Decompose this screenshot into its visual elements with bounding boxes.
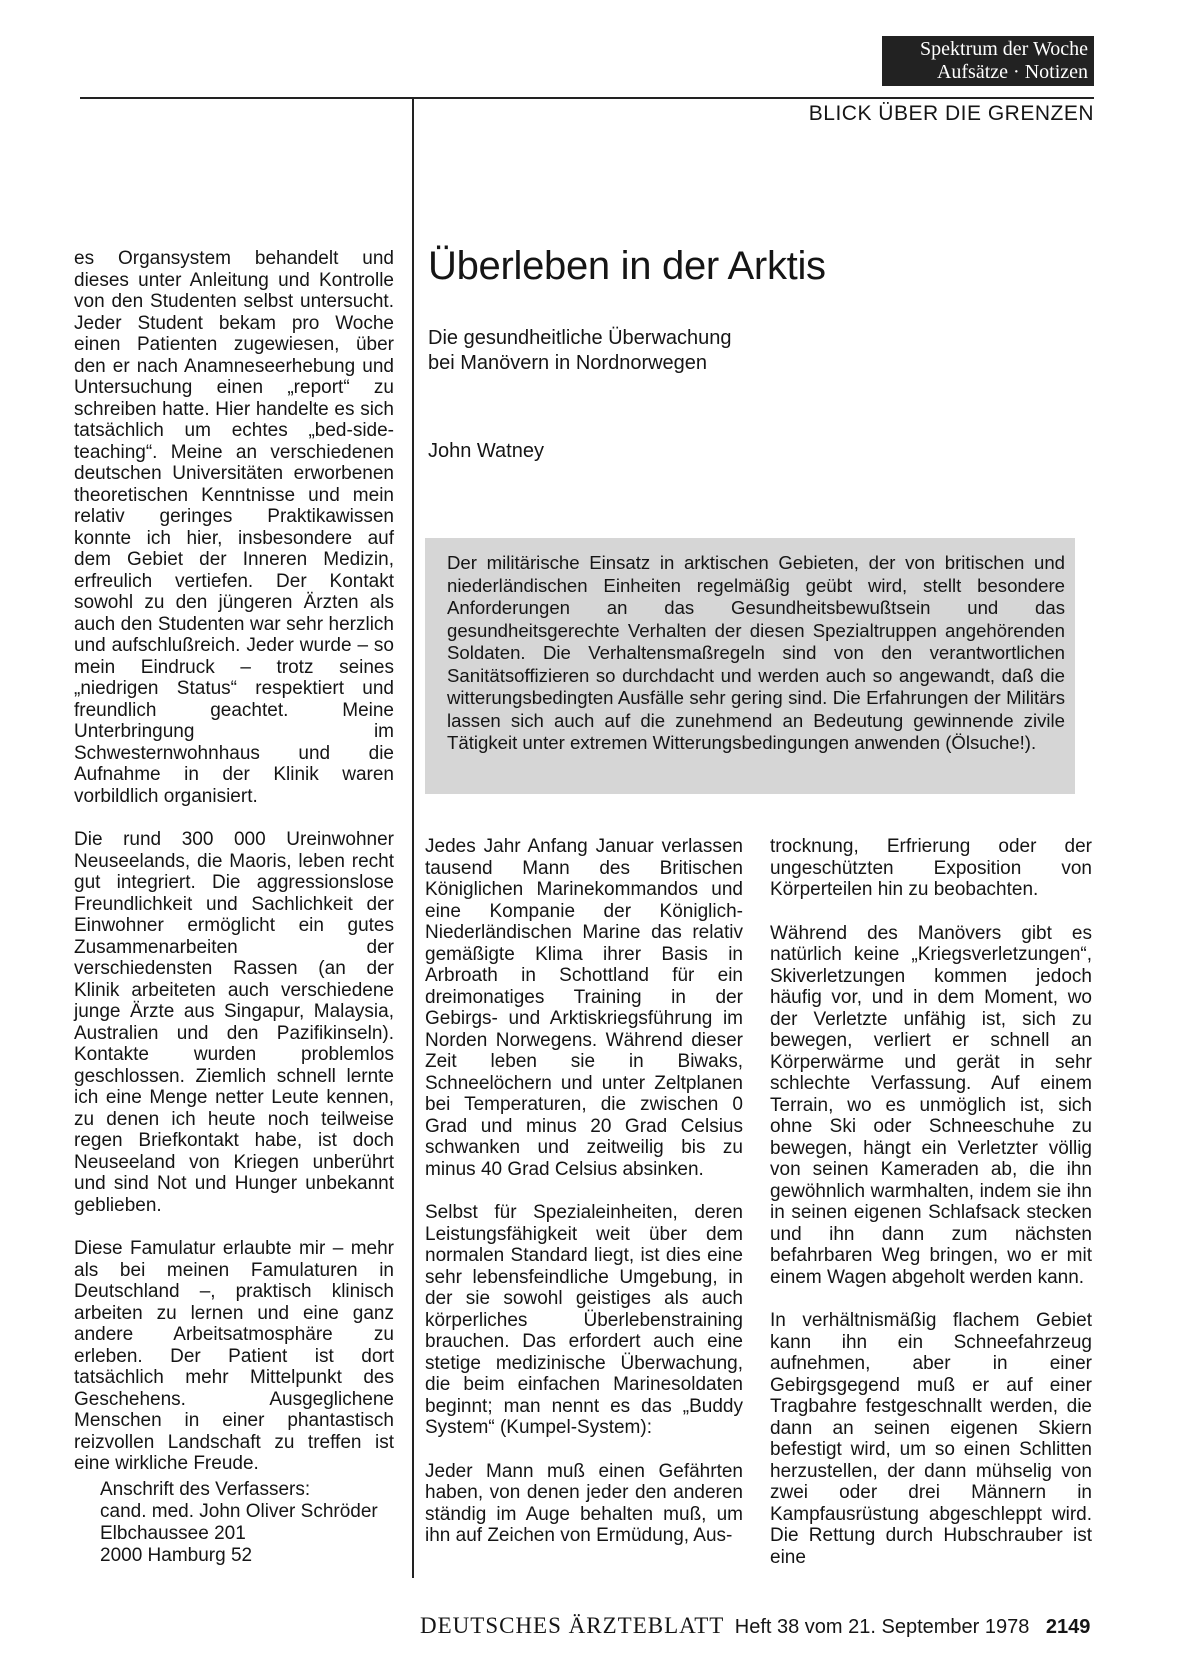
author-address <box>100 1479 378 1567</box>
paragraph: trocknung, Erfrierung oder der ungeschützten Exposition von Körperteilen hin zu beobachten. <box>770 836 1092 900</box>
paragraph: In verhältnismäßig flachem Gebiet kann ihn ein Schneefahrzeug aufnehmen, aber in einer Gebirgsgegend muß er auf einer Tragbahre festgeschnallt werden, die dann an seinen eigenen Skiern befestigt wird, um so einen Schlitten herzustellen, der dann mühselig von zwei oder drei Männern in Kampfausrüstung abgeschleppt wird. Die Rettung durch Hubschrauber ist eine <box>770 1310 1092 1568</box>
article-author: John Watney <box>428 440 544 462</box>
journal-name: DEUTSCHES ÄRZTEBLATT <box>420 1613 725 1638</box>
paragraph: Die rund 300 000 Ureinwohner Neuseelands, die Maoris, leben recht gut integriert. Die aggressionslose Freundlichkeit und Sachlichkeit der Einwohner ermöglicht ein gutes Zusammenarbeiten der verschiedensten Rassen (an der Klinik arbeiteten auch verschiedene junge Ärzte aus Singapur, Malaysia, Australien und den Pazifikinseln). Kontakte wurden problemlos geschlossen. Ziemlich schnell lernte ich eine Menge netter Leute kennen, zu denen ich heute noch teilweise regen Briefkontakt habe, ist doch Neuseeland von Kriegen unberührt und sind Not und Hunger unbekannt geblieben. <box>74 829 394 1216</box>
section-heading: BLICK ÜBER DIE GRENZEN <box>808 102 1094 125</box>
issue-info: Heft 38 vom 21. September 1978 <box>734 1616 1030 1638</box>
badge-line-1: Spektrum der Woche <box>920 38 1088 60</box>
address-street: Elbchaussee 201 <box>100 1523 246 1544</box>
section-badge <box>882 36 1094 86</box>
paragraph: Selbst für Spezialeinheiten, deren Leistungsfähigkeit weit über dem normalen Standard liegt, ist dies eine sehr lebensfeindliche Umgebung, in der sie sowohl geistiges als auch körperliches Überlebenstraining brauchen. Das erfordert auch eine stetige medizinische Überwachung, die beim einfachen Marinesoldaten beginnt; man nennt es das „Buddy System“ (Kumpel-System): <box>425 1202 743 1438</box>
paragraph: Während des Manövers gibt es natürlich keine „Kriegsverletzungen“, Skiverletzungen kommen jedoch häufig vor, und in dem Moment, wo der Verletzte unfähig ist, sich zu bewegen, verliert er schnell an Körperwärme und gerät in sehr schlechte Verfassung. Auf einem Terrain, wo es unmöglich ist, sich ohne Ski oder Schneeschuhe zu bewegen, hängt ein Verletzter völlig von seinen Kameraden ab, die ihn gewöhnlich warmhalten, indem sie ihn in seinen eigenen Schlafsack stecken und ihn dann zum nächsten befahrbaren Weg bringen, wo er mit einem Wagen abgeholt werden kann. <box>770 922 1092 1288</box>
article-title: Überleben in der Arktis <box>428 244 826 288</box>
paragraph: Diese Famulatur erlaubte mir – mehr als bei meinen Famulaturen in Deutschland –, praktisch klinisch arbeiten zu lernen und eine ganz andere Arbeitsatmosphäre zu erleben. Der Patient ist dort tatsächlich mehr Mittelpunkt des Geschehens. Ausgeglichene Menschen in einer phantastisch reizvollen Landschaft zu treffen ist eine wirkliche Freude. <box>74 1238 394 1474</box>
right-column <box>770 836 1092 1590</box>
left-column <box>74 248 394 1497</box>
subtitle-line-2: bei Manövern in Nordnorwegen <box>428 352 708 374</box>
middle-column <box>425 836 743 1569</box>
page-number: 2149 <box>1045 1616 1091 1638</box>
address-city: 2000 Hamburg 52 <box>100 1545 253 1566</box>
paragraph: es Organsystem behandelt und dieses unter Anleitung und Kontrolle von den Studenten selbst untersucht. Jeder Student bekam pro Woche einen Patienten zugewiesen, über den er nach Anamneseerhebung und Untersuchung einen „report“ zu schreiben hatte. Hier handelte es sich tatsächlich um echtes „bed-side-teaching“. Meine an verschiedenen deutschen Universitäten erworbenen theoretischen Kenntnisse und mein relativ geringes Praktikawissen konnte ich hier, insbesondere auf dem Gebiet der Inneren Medizin, erfreulich vertiefen. Der Kontakt sowohl zu den jüngeren Ärzten als auch den Studenten war sehr herzlich und aufschlußreich. Jeder wurde – so mein Eindruck – trotz seines „niedrigen Status“ respektiert und freundlich geachtet. Meine Unterbringung im Schwesternwohnhaus und die Aufnahme in der Klinik waren vorbildlich organisiert. <box>74 248 394 807</box>
address-label: Anschrift des Verfassers: <box>100 1479 311 1500</box>
paragraph: Jedes Jahr Anfang Januar verlassen tausend Mann des Britischen Königlichen Marinekommandos und eine Kompanie der Königlich-Niederländischen Marine das relativ gemäßigte Klima ihrer Basis in Arbroath in Schottland für ein dreimonatiges Training in der Gebirgs- und Arktiskriegsführung im Norden Norwegens. Während dieser Zeit leben sie in Biwaks, Schneelöchern und unter Zeltplanen bei Temperaturen, die zwischen 0 Grad und minus 20 Grad Celsius schwanken und zeitweilig bis zu minus 40 Grad Celsius absinken. <box>425 836 743 1180</box>
article-subtitle <box>428 326 732 376</box>
subtitle-line-1: Die gesundheitliche Überwachung <box>428 327 732 349</box>
address-name: cand. med. John Oliver Schröder <box>100 1501 378 1522</box>
page-footer <box>420 1613 1090 1639</box>
top-rule <box>80 97 1094 99</box>
article-abstract: Der militärische Einsatz in arktischen Gebieten, der von britischen und niederländischen Einheiten regelmäßig geübt wird, stellt besondere Anforderungen an das Gesundheitsbewußtsein und das gesundheitsgerechte Verhalten der diesen Spezialtruppen angehörenden Soldaten. Die Verhaltensmaßregeln sind von den verantwortlichen Sanitätsoffizieren so durchdacht und werden auch so angewandt, daß die witterungsbedingten Ausfälle sehr gering sind. Die Erfahrungen der Militärs lassen sich auch auf die zunehmend an Bedeutung gewinnende zivile Tätigkeit unter extremen Witterungsbedingungen anwenden (Ölsuche!). <box>425 538 1075 794</box>
paragraph: Jeder Mann muß einen Gefährten haben, von denen jeder den anderen ständig im Auge behalten muß, um ihn auf Zeichen von Ermüdung, Aus- <box>425 1460 743 1546</box>
badge-line-2: Aufsätze · Notizen <box>936 61 1088 83</box>
column-divider <box>412 98 414 1578</box>
